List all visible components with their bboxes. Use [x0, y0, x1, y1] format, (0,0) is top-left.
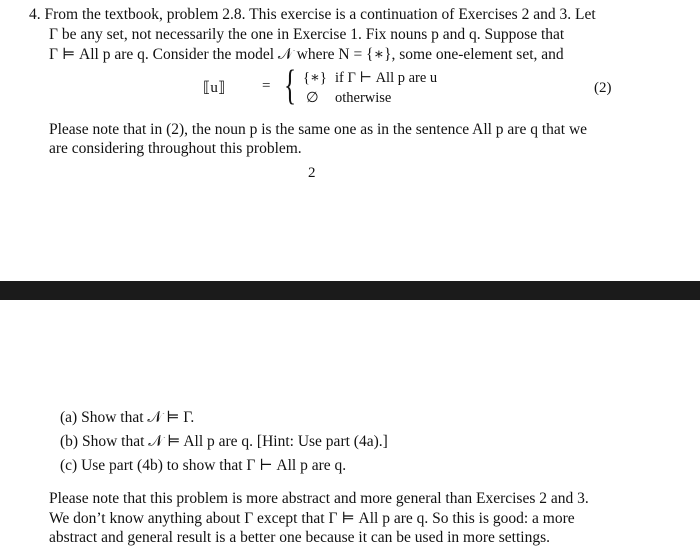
case-1-condition: if Γ ⊢ All p are u	[335, 70, 438, 86]
paragraph-3-line-3: abstract and general result is a better one because it can be used in more settings.	[49, 529, 550, 546]
cases-brace: {	[284, 63, 297, 109]
equation-lhs: ⟦u⟧	[203, 80, 226, 96]
exercise-item-c: (c) Use part (4b) to show that Γ ⊢ All p are q.	[60, 457, 347, 474]
paragraph-3-line-2: We don’t know anything about Γ except that Γ ⊨ All p are q. So this is good: a more	[49, 510, 575, 527]
page-bottom	[0, 300, 700, 549]
paragraph-1-line-1: 4. From the textbook, problem 2.8. This exercise is a continuation of Exercises 2 and 3. Let	[29, 6, 596, 23]
equation-equals: =	[262, 78, 271, 94]
equation-number: (2)	[594, 80, 612, 96]
paragraph-3-line-1: Please note that this problem is more abstract and more general than Exercises 2 and 3.	[49, 490, 589, 507]
case-2-value: ∅	[306, 90, 319, 106]
page-divider	[0, 281, 700, 300]
exercise-item-a: (a) Show that 𝒩 ⊨ Γ.	[60, 409, 195, 426]
case-1-value: {∗}	[303, 70, 327, 86]
page-number: 2	[308, 165, 316, 181]
paragraph-1-line-2: Γ be any set, not necessarily the one in Exercise 1. Fix nouns p and q. Suppose that	[49, 26, 565, 43]
paragraph-1-line-3: Γ ⊨ All p are q. Consider the model 𝒩 where N = {∗}, some one-element set, and	[49, 46, 564, 63]
exercise-item-b: (b) Show that 𝒩 ⊨ All p are q. [Hint: Use part (4a).]	[60, 433, 388, 450]
paragraph-2-line-1: Please note that in (2), the noun p is the same one as in the sentence All p are q that we	[49, 121, 588, 138]
case-2-condition: otherwise	[335, 90, 392, 106]
paragraph-2-line-2: are considering throughout this problem.	[49, 140, 302, 157]
